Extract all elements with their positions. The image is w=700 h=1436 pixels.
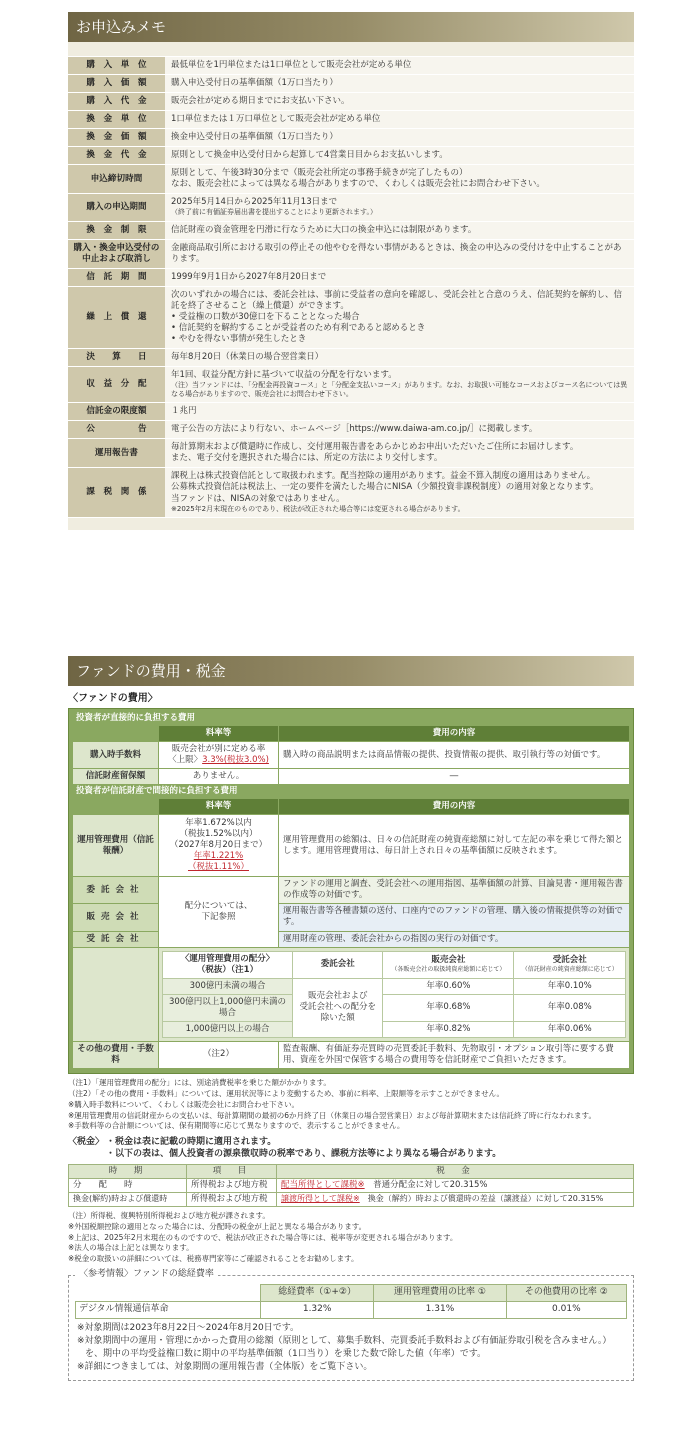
memo-row-line: 販売会社が定める期日までにお支払い下さい。 (171, 96, 350, 107)
memo-row-line: 次のいずれかの場合には、委託会社は、事前に受益者の意向を確認し、受託会社と合意のうえ、信託契約を解約し、信託を終了させること（繰上償還）ができます。 (171, 289, 623, 311)
memo-row-line: 1999年9月1日から2027年8月20日まで (171, 271, 327, 282)
memo-row-value (165, 366, 634, 402)
memo-row-line: なお、販売会社によっては異なる場合がありますので、くわしくは販売会社にお問合わせ下さい。 (171, 179, 545, 190)
tax-note: ※外国税額控除の適用となった場合には、分配時の税金が上記と異なる場合があります。 (68, 1221, 367, 1231)
mgmt-fee-rate (159, 815, 279, 877)
tax-bullets (106, 1137, 501, 1160)
col-content-header: 費用の内容 (279, 799, 630, 815)
memo-row (68, 403, 634, 421)
memo-row-line: 年1回、収益分配方針に基づいて収益の分配を行ないます。 (171, 369, 397, 380)
memo-row-line: 電子公告の方法により行ない、ホームページ［https://www.daiwa-am.co.jp/］に掲載します。 (171, 424, 538, 435)
retention-content: ― (279, 769, 630, 785)
alloc-trustee-value: 年率0.10% (514, 978, 626, 994)
tax-row-tax (277, 1178, 634, 1192)
memo-row-value (165, 194, 634, 221)
tax-note: ※上記は、2025年2月末現在のものですので、税法が改正された場合等には、税率等が変更される場合があります。 (68, 1232, 458, 1242)
tax-note: （注）所得税、復興特別所得税および地方税が課されます。 (68, 1210, 270, 1220)
alloc-col-seller (383, 951, 514, 978)
fee-notes (68, 1078, 634, 1132)
alloc-col-seller-label: 販売会社 (431, 955, 466, 966)
memo-row-label: 換 金 代 金 (68, 147, 165, 165)
memo-row (68, 147, 634, 165)
tax-header-time: 時 期 (69, 1164, 187, 1178)
memo-row-value (165, 403, 634, 421)
memo-row-line: 課税上は株式投資信託として取扱われます。配当控除の適用があります。益金不算入制度の適用はありません。 (171, 471, 596, 482)
ref-col-mgmt: 運用管理費用の比率 ① (374, 1285, 506, 1302)
ref-note: ※対象期間は2023年8月22日～2024年8月20日です。 (77, 1322, 299, 1333)
blank-cell (73, 799, 159, 815)
memo-row-value (165, 93, 634, 111)
mgmt-rate-line: （2027年8月20日まで） (169, 840, 268, 851)
memo-row-label: 決 算 日 (68, 348, 165, 366)
memo-row-label: 申込締切時間 (68, 165, 165, 194)
alloc-seller-value: 年率0.82% (383, 1021, 514, 1037)
memo-row-label: 換 金 単 位 (68, 111, 165, 129)
memo-row-label: 購 入 代 金 (68, 93, 165, 111)
memo-row-line: 信託財産の資金管理を円滑に行なうために大口の換金申込には制限があります。 (171, 224, 477, 235)
memo-row-label: 換 金 制 限 (68, 221, 165, 239)
memo-row (68, 366, 634, 402)
alloc-tier: 1,000億円以上の場合 (163, 1021, 293, 1037)
memo-table (68, 56, 634, 518)
tax-desc: 換金（解約）時および償還時の差益（譲渡益）に対して20.315% (367, 1194, 604, 1204)
purchase-fee-rate (159, 742, 279, 769)
party-content-seller: 運用報告書等各種書類の送付、口座内でのファンドの管理、購入後の情報提供等の対価です。 (279, 904, 630, 931)
alloc-col-trustee-sub: （信託財産の純資産総額に応じて） (521, 966, 618, 974)
tax-row-tax (277, 1192, 634, 1206)
alloc-col-trustee-label: 受託会社 (552, 955, 587, 966)
alloc-blank (73, 947, 159, 1041)
memo-row-note: ※2025年2月末現在のものであり、税法が改正された場合等には変更される場合があります。 (171, 504, 465, 513)
memo-row-label: 換 金 価 額 (68, 129, 165, 147)
memo-row (68, 129, 634, 147)
ref-notes (75, 1322, 627, 1374)
tax-label: 〈税金〉 (68, 1137, 105, 1148)
col-content-header: 費用の内容 (279, 726, 630, 742)
memo-row-value (165, 286, 634, 348)
purchase-rate-cap-label: 〈上限〉 (168, 755, 203, 766)
retention-label: 信託財産留保額 (73, 769, 159, 785)
memo-row (68, 57, 634, 75)
purchase-rate-line: 販売会社が別に定める率 (171, 744, 266, 755)
col-rate-header: 料率等 (159, 726, 279, 742)
fee-note: ※手数料等の合計額については、保有期間等に応じて異なりますので、表示することができません。 (68, 1121, 405, 1131)
ref-box (68, 1269, 634, 1381)
alloc-head-line: （税抜）（注1） (196, 964, 259, 975)
memo-row-value (165, 147, 634, 165)
alloc-seller-value: 年率0.68% (383, 994, 514, 1021)
memo-row (68, 93, 634, 111)
memo-row-label: 信 託 期 間 (68, 268, 165, 286)
memo-row-label: 課 税 関 係 (68, 468, 165, 517)
party-content-trustee: 運用財産の管理、委託会社からの指図の実行の対価です。 (279, 931, 630, 947)
memo-row (68, 111, 634, 129)
memo-row (68, 468, 634, 517)
memo-row-label: 購入・換金申込受付の中止および取消し (68, 239, 165, 268)
purchase-rate-cap (163, 755, 274, 766)
fee-note: ※運用管理費用の信託財産からの支払いは、毎計算期間の最初の6か月終了日（休業日の場合翌営業日）および毎計算期末または信託終了時に行なわれます。 (68, 1110, 596, 1120)
tax-row-time: 換金(解約)時および償還時 (69, 1192, 187, 1206)
memo-row-value (165, 348, 634, 366)
memo-row-label: 購 入 単 位 (68, 57, 165, 75)
tax-badge: 配当所得として課税※ (281, 1179, 365, 1190)
mgmt-rate-line: （税抜1.52%以内） (179, 829, 258, 840)
memo-row-line: 原則として換金申込受付日から起算して4営業日目からお支払いします。 (171, 150, 448, 161)
tax-row-item: 所得税および地方税 (187, 1192, 277, 1206)
ref-other-value: 0.01% (506, 1301, 626, 1318)
ref-title: 〈参考情報〉ファンドの総経費率 (75, 1269, 218, 1281)
ref-col-other: その他費用の比率 ② (506, 1285, 626, 1302)
party-label-trustee: 受託会社 (73, 931, 159, 947)
memo-row-line: １兆円 (171, 406, 197, 417)
memo-row-line: 2025年5月14日から2025年11月13日まで (171, 197, 338, 208)
ref-total-value: 1.32% (261, 1301, 374, 1318)
memo-row-value (165, 165, 634, 194)
alloc-tier: 300億円以上1,000億円未満の場合 (163, 994, 293, 1021)
memo-row-label: 購入の申込期間 (68, 194, 165, 221)
memo-row-line: 毎年8月20日（休業日の場合翌営業日） (171, 351, 324, 362)
memo-row-line: • 信託契約を解約することが受益者のため有利であると認めるとき (171, 322, 426, 333)
tax-intro (68, 1137, 634, 1160)
memo-row-line: また、電子交付を選択された場合には、所定の方法により交付します。 (171, 453, 443, 464)
memo-row-label: 信託金の限度額 (68, 403, 165, 421)
tax-bullet: ・税金は表に記載の時期に適用されます。 (106, 1137, 277, 1148)
memo-row-value (165, 75, 634, 93)
memo-row-value (165, 129, 634, 147)
tax-note: ※法人の場合は上記とは異なります。 (68, 1243, 194, 1253)
mgmt-rate-line: 年率1.672%以内 (185, 818, 252, 829)
memo-row (68, 268, 634, 286)
memo-row-label: 収 益 分 配 (68, 366, 165, 402)
tax-header-tax: 税 金 (277, 1164, 634, 1178)
purchase-fee-content: 購入時の商品説明または商品情報の提供、投資情報の提供、取引執行等の対価です。 (279, 742, 630, 769)
ref-col-total: 総経費率（①+②） (261, 1285, 374, 1302)
indirect-fee-table (72, 798, 630, 1069)
memo-row-label: 公 告 (68, 421, 165, 439)
memo-row (68, 348, 634, 366)
ref-blank (76, 1285, 261, 1302)
memo-row-line: 当ファンドは、NISAの対象ではありません。 (171, 493, 345, 504)
memo-row-line: • 受益権の口数が30億口を下ることとなった場合 (171, 311, 360, 322)
tax-table (68, 1164, 634, 1207)
purchase-rate-cap-value: 3.3%(税抜3.0%) (202, 755, 269, 766)
memo-row-line: 最低単位を1円単位または1口単位として販売会社が定める単位 (171, 60, 412, 70)
fees-section (68, 656, 634, 1381)
tax-row-time: 分 配 時 (69, 1178, 187, 1192)
alloc-mid-line: 除いた額 (320, 1013, 355, 1024)
memo-row-line: 原則として、午後3時30分まで（販売会社所定の事務手続きが完了したもの） (171, 168, 468, 179)
memo-row-line: 換金申込受付日の基準価額（1万口当たり） (171, 132, 338, 143)
other-fee-label: その他の費用・手数料 (73, 1041, 159, 1068)
fee-note: ※購入時手数料について、くわしくは販売会社にお問合わせ下さい。 (68, 1099, 299, 1109)
indirect-band: 投資者が信託財産で間接的に負担する費用 (76, 786, 238, 797)
memo-row-note: （注）当ファンドには、「分配金再投資コース」と「分配金支払いコース」があります。なお、お取扱い可能なコースおよびコース名については異なる場合がありますので、販売会社にお問合わせ下さい。 (171, 381, 628, 399)
alloc-mid-line: 受託会社への配分を (299, 1002, 376, 1013)
alloc-trustee-value: 年率0.06% (514, 1021, 626, 1037)
mgmt-rate-red: （税抜1.11%） (187, 862, 249, 873)
memo-row-value (165, 421, 634, 439)
alloc-mid-line: 販売会社および (307, 991, 368, 1002)
alloc-head-line: 〈運用管理費用の配分〉 (180, 953, 275, 964)
mgmt-rate-red: 年率1.221% (193, 851, 244, 862)
memo-row (68, 75, 634, 93)
memo-row-note: （終了前に有価証券届出書を提出することにより更新されます。） (171, 208, 377, 217)
alloc-consignor-value (293, 978, 383, 1037)
party-content-consignor: ファンドの運用と調査、受託会社への運用指図、基準価額の計算、目論見書・運用報告書の作成等の対価です。 (279, 877, 630, 904)
ref-fund-name: デジタル情報通信革命 (76, 1301, 261, 1318)
alloc-col-trustee (514, 951, 626, 978)
memo-row-line: 公募株式投資信託は税法上、一定の要件を満たした場合にNISA（少額投資非課税制度）の適用対象となります。 (171, 482, 599, 493)
alloc-tier: 300億円未満の場合 (163, 978, 293, 994)
col-rate-header: 料率等 (159, 799, 279, 815)
mgmt-fee-content: 運用管理費用の総額は、日々の信託財産の純資産総額に対して左記の率を乗じて得た額とします。運用管理費用は、毎日計上され日々の基準価額に反映されます。 (279, 815, 630, 877)
ref-note: ※詳細につきましては、対象期間の運用報告書（全体版）をご覧下さい。 (77, 1361, 373, 1372)
direct-band: 投資者が直接的に負担する費用 (76, 713, 196, 723)
memo-row-value (165, 111, 634, 129)
memo-row-value (165, 268, 634, 286)
alloc-head (163, 951, 293, 978)
memo-row-line: 購入申込受付日の基準価額（1万口当たり） (171, 78, 338, 89)
ref-mgmt-value: 1.31% (374, 1301, 506, 1318)
tax-badge: 譲渡所得として課税※ (281, 1194, 360, 1204)
ref-note: ※対象期間中の運用・管理にかかった費用の総額（原則として、募集手数料、売買委託手数料および有価証券取引税を含みません。）を、期中の平均受益権口数に期中の平均基準価額（1口当り）を乗じた数で除した値（年率）です。 (77, 1335, 612, 1359)
memo-body (68, 42, 634, 530)
memo-row-label: 運用報告書 (68, 439, 165, 468)
alloc-table (162, 951, 626, 1038)
parties-rate-line: 配分については、 (184, 900, 253, 911)
direct-fee-table (72, 725, 630, 785)
memo-row-line: • やむを得ない事情が発生したとき (171, 333, 307, 344)
memo-row (68, 421, 634, 439)
alloc-col-consignor: 委託会社 (293, 951, 383, 978)
memo-row-value (165, 221, 634, 239)
tax-desc: 普通分配金に対して20.315% (373, 1179, 488, 1190)
alloc-cell (159, 947, 630, 1041)
parties-rate (159, 877, 279, 947)
memo-row-line: 金融商品取引所における取引の停止その他やむを得ない事情があるときは、換金の申込みの受付けを中止することがあります。 (171, 242, 622, 264)
memo-row-value (165, 57, 634, 75)
memo-row-value (165, 468, 634, 517)
memo-section (68, 12, 634, 530)
tax-header-item: 項 目 (187, 1164, 277, 1178)
retention-rate: ありません。 (159, 769, 279, 785)
memo-title: お申込みメモ (68, 12, 634, 42)
party-label-seller: 販売会社 (73, 904, 159, 931)
memo-row-line: 1口単位または１万口単位として販売会社が定める単位 (171, 114, 381, 125)
memo-row (68, 286, 634, 348)
mgmt-fee-label: 運用管理費用（信託報酬） (73, 815, 159, 877)
tax-note: ※税金の取扱いの詳細については、税務専門家等にご確認されることをお勧めします。 (68, 1254, 359, 1264)
memo-row-line: 毎計算期末および償還時に作成し、交付運用報告書をあらかじめお申出いただいたご住所にお届けします。 (171, 442, 579, 453)
party-label-consignor: 委託会社 (73, 877, 159, 904)
memo-row (68, 165, 634, 194)
memo-row-label: 繰 上 償 還 (68, 286, 165, 348)
ref-table (75, 1284, 627, 1318)
memo-row (68, 221, 634, 239)
other-fee-content: 監査報酬、有価証券売買時の売買委託手数料、先物取引・オプション取引等に要する費用、資産を外国で保管する場合の費用等を信託財産でご負担いただきます。 (279, 1041, 630, 1068)
alloc-seller-value: 年率0.60% (383, 978, 514, 994)
fees-subtitle: 〈ファンドの費用〉 (68, 693, 158, 704)
alloc-col-seller-sub: （各販売会社の取扱純資産総額に応じて） (391, 966, 506, 974)
fee-note: （注2）「その他の費用・手数料」については、運用状況等により変動するため、事前に料率、上限額等を示すことができません。 (68, 1088, 505, 1098)
memo-row (68, 439, 634, 468)
fees-title: ファンドの費用・税金 (68, 656, 634, 686)
memo-row (68, 239, 634, 268)
fee-note: （注1）「運用管理費用の配分」には、別途消費税率を乗じた額がかかります。 (68, 1077, 331, 1087)
memo-row-value (165, 239, 634, 268)
tax-bullet: ・以下の表は、個人投資者の源泉徴収時の税率であり、課税方法等により異なる場合があります。 (106, 1149, 502, 1159)
tax-notes (68, 1211, 634, 1265)
memo-row-label: 購 入 価 額 (68, 75, 165, 93)
memo-row (68, 194, 634, 221)
memo-row-value (165, 439, 634, 468)
purchase-fee-label: 購入時手数料 (73, 742, 159, 769)
tax-row-item: 所得税および地方税 (187, 1178, 277, 1192)
parties-rate-line: 下記参照 (201, 911, 236, 922)
other-fee-rate: （注2） (159, 1041, 279, 1068)
alloc-trustee-value: 年率0.08% (514, 994, 626, 1021)
fee-box (68, 708, 634, 1074)
blank-cell (73, 726, 159, 742)
